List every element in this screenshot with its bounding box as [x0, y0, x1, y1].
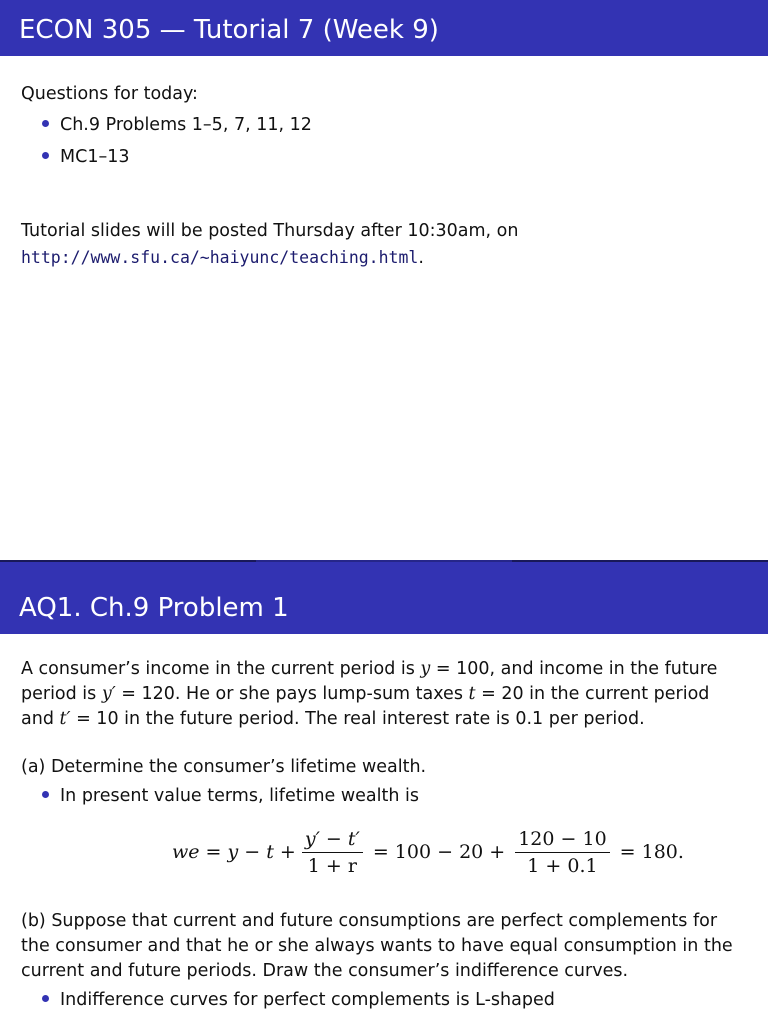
list-item: Indifference curves for perfect complements is L-shaped [42, 988, 555, 1013]
equation-lhs: we = y − t + [172, 841, 296, 863]
part-a-heading: (a) Determine the consumer’s lifetime wealth. [21, 757, 427, 777]
note-url-line: http://www.sfu.ca/~haiyunc/teaching.html. [21, 248, 424, 268]
slide-title-bar [0, 0, 768, 56]
fraction-1: $\frac{y' - t'}{1 + r}$ [302, 828, 363, 877]
course-url-link[interactable]: http://www.sfu.ca/~haiyunc/teaching.html [21, 248, 419, 267]
intro-text: Questions for today: [21, 84, 198, 104]
slide-title-bar [0, 562, 768, 634]
list-item: Ch.9 Problems 1–5, 7, 11, 12 [42, 113, 312, 138]
problem-line-1: A consumer’s income in the current period is y = 100, and income in the future [21, 659, 718, 679]
bullet-icon [42, 152, 49, 159]
list-item: In present value terms, lifetime wealth is [42, 784, 419, 809]
bullet-icon [42, 791, 49, 798]
problem-line-3: and t′ = 10 in the future period. The real interest rate is 0.1 per period. [21, 709, 645, 729]
bullet-icon [42, 120, 49, 127]
slide-title: ECON 305 — Tutorial 7 (Week 9) [19, 15, 439, 45]
part-b-line-1: (b) Suppose that current and future consumptions are perfect complements for [21, 911, 718, 931]
part-b-line-2: the consumer and that he or she always wants to have equal consumption in the [21, 936, 733, 956]
problem-line-2: period is y′ = 120. He or she pays lump-sum taxes t = 20 in the current period [21, 684, 710, 704]
equation-mid: = 100 − 20 + [372, 841, 506, 863]
equation-rhs: = 180. [619, 841, 684, 863]
slide-2 [0, 512, 768, 1024]
fraction-2: $\frac{120 - 10}{1 + 0.1}$ [515, 828, 609, 877]
slide-title: AQ1. Ch.9 Problem 1 [19, 593, 289, 623]
list-item: MC1–13 [42, 145, 129, 170]
note-text: Tutorial slides will be posted Thursday after 10:30am, on [21, 221, 519, 241]
bullet-icon [42, 995, 49, 1002]
part-b-line-3: current and future periods. Draw the consumer’s indifference curves. [21, 961, 629, 981]
lifetime-wealth-equation [172, 824, 688, 880]
